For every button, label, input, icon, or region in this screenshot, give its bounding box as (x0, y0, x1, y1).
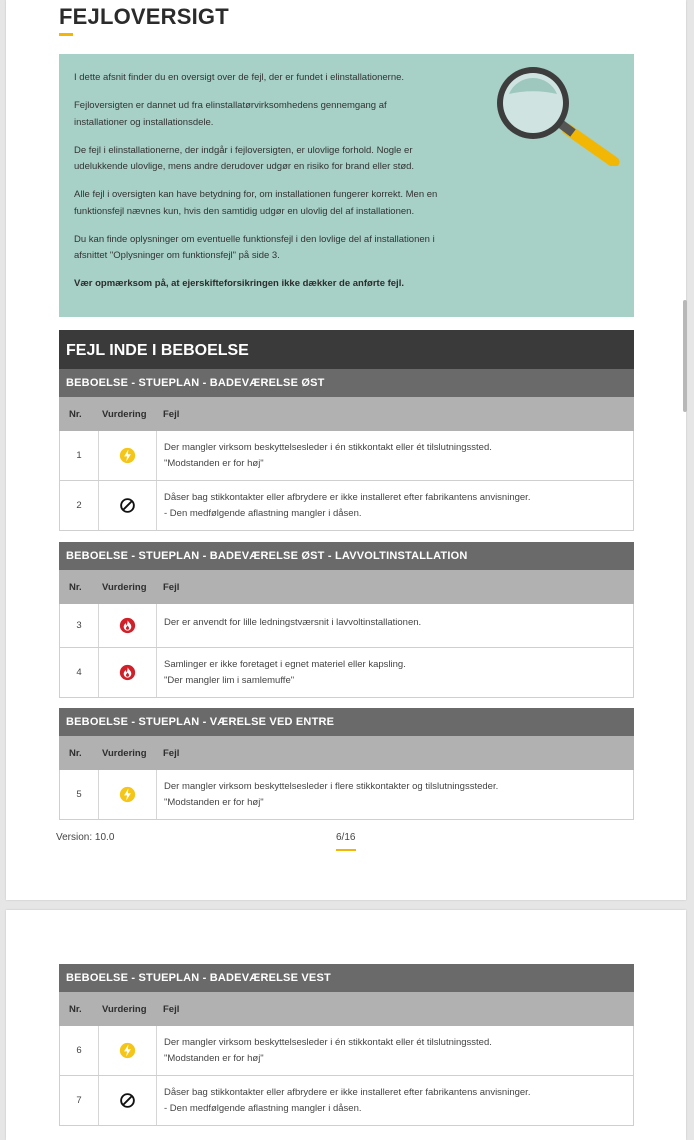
scrollbar[interactable] (683, 300, 687, 412)
row-nr: 6 (60, 1026, 99, 1075)
row-text-2: - Den medfølgende aflastning mangler i dåsen. (164, 508, 362, 519)
col-nr: Nr. (69, 748, 82, 759)
row-nr: 2 (60, 481, 99, 530)
row-text-1: Dåser bag stikkontakter eller afbrydere er ikke installeret efter fabrikantens anvisninger. (164, 492, 531, 503)
table-header (59, 992, 634, 1026)
row-text-1: Samlinger er ikke foretaget i egnet materiel eller kapsling. (164, 659, 406, 670)
table-header (59, 570, 634, 604)
intro-p5a: Du kan finde oplysninger om eventuelle funktionsfejl i den lovlige del af installationen i (74, 234, 435, 245)
table-row (59, 481, 634, 531)
fire-icon (119, 664, 136, 681)
row-text-2: "Der mangler lim i samlemuffe" (164, 675, 295, 686)
row-text-1: Dåser bag stikkontakter eller afbrydere er ikke installeret efter fabrikantens anvisninger. (164, 1087, 531, 1098)
section-heading: BEBOELSE - STUEPLAN - BADEVÆRELSE VEST (59, 964, 634, 992)
row-text-2: - Den medfølgende aflastning mangler i dåsen. (164, 1103, 362, 1114)
col-nr: Nr. (69, 1004, 82, 1015)
document-page-1 (6, 0, 686, 900)
table-row (59, 770, 634, 820)
row-text-1: Der mangler virksom beskyttelsesleder i flere stikkontakter og tilslutningssteder. (164, 781, 499, 792)
table-row (59, 1076, 634, 1126)
col-nr: Nr. (69, 409, 82, 420)
prohibited-icon (119, 497, 136, 514)
table-row (59, 1026, 634, 1076)
row-text-1: Der er anvendt for lille ledningstværsnit i lavvoltinstallationen. (164, 617, 422, 628)
magnifying-glass-icon (489, 66, 624, 166)
page-title: FEJLOVERSIGT (59, 4, 229, 29)
page-number: 6/16 (336, 832, 356, 843)
table-row (59, 648, 634, 698)
document-page-2 (6, 910, 686, 1140)
lightning-icon (119, 1042, 136, 1059)
intro-p4b: funktionsfejl nævnes kun, hvis den samtidig udgør en ulovlig del af installationen. (74, 206, 415, 217)
section-heading: BEBOELSE - STUEPLAN - VÆRELSE VED ENTRE (59, 708, 634, 736)
title-underline (59, 33, 73, 36)
prohibited-icon (119, 1092, 136, 1109)
table-header (59, 736, 634, 770)
col-fejl: Fejl (163, 409, 180, 420)
col-nr: Nr. (69, 582, 82, 593)
intro-p1: I dette afsnit finder du en oversigt over de fejl, der er fundet i elinstallationerne. (74, 72, 405, 83)
row-nr: 7 (60, 1076, 99, 1125)
table-row (59, 431, 634, 481)
intro-p3a: De fejl i elinstallationerne, der indgår i fejloversigten, er ulovlige forhold. Nogle er (74, 145, 413, 156)
main-heading: FEJL INDE I BEBOELSE (59, 330, 634, 369)
intro-p2a: Fejloversigten er dannet ud fra elinstallatørvirksomhedens gennemgang af (74, 100, 387, 111)
row-nr: 1 (60, 431, 99, 480)
row-text-1: Der mangler virksom beskyttelsesleder i én stikkontakt eller ét tilslutningssted. (164, 442, 492, 453)
col-fejl: Fejl (163, 582, 180, 593)
page-number-underline (336, 849, 356, 851)
intro-p2b: installationer og installationsdele. (74, 117, 214, 128)
col-fejl: Fejl (163, 1004, 180, 1015)
intro-box (59, 54, 634, 317)
intro-p4a: Alle fejl i oversigten kan have betydning for, om installationen fungerer korrekt. Men en (74, 189, 438, 200)
lightning-icon (119, 786, 136, 803)
row-text-1: Der mangler virksom beskyttelsesleder i én stikkontakt eller ét tilslutningssted. (164, 1037, 492, 1048)
section-heading: BEBOELSE - STUEPLAN - BADEVÆRELSE ØST (59, 369, 634, 397)
col-vurdering: Vurdering (102, 409, 147, 420)
intro-p5b: afsnittet "Oplysninger om funktionsfejl" på side 3. (74, 250, 280, 261)
col-vurdering: Vurdering (102, 748, 147, 759)
table-header (59, 397, 634, 431)
col-vurdering: Vurdering (102, 582, 147, 593)
fire-icon (119, 617, 136, 634)
row-nr: 4 (60, 648, 99, 697)
lightning-icon (119, 447, 136, 464)
row-text-2: "Modstanden er for høj" (164, 1053, 264, 1064)
row-nr: 5 (60, 770, 99, 819)
col-vurdering: Vurdering (102, 1004, 147, 1015)
section-heading: BEBOELSE - STUEPLAN - BADEVÆRELSE ØST - LAVVOLTINSTALLATION (59, 542, 634, 570)
table-row (59, 604, 634, 648)
row-text-2: "Modstanden er for høj" (164, 458, 264, 469)
intro-warning: Vær opmærksom på, at ejerskifteforsikringen ikke dækker de anførte fejl. (74, 278, 404, 289)
col-fejl: Fejl (163, 748, 180, 759)
intro-p3b: udelukkende ulovlige, mens andre derudover udgør en risiko for brand eller stød. (74, 161, 415, 172)
row-text-2: "Modstanden er for høj" (164, 797, 264, 808)
row-nr: 3 (60, 604, 99, 647)
version-label: Version: 10.0 (56, 832, 115, 843)
